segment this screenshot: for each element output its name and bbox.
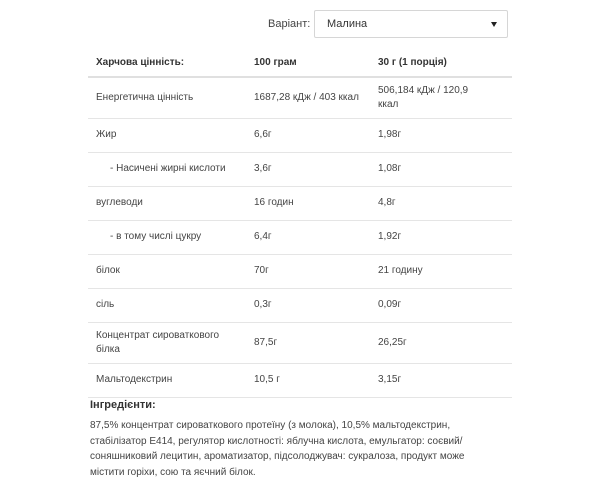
row-name: - Насичені жирні кислоти — [88, 152, 246, 186]
row-per-100g: 3,6г — [246, 152, 370, 186]
table-row — [88, 254, 512, 288]
row-per-serving: 0,09г — [370, 288, 512, 322]
row-per-serving: 4,8г — [370, 186, 512, 220]
row-name: - в тому числі цукру — [88, 220, 246, 254]
row-per-serving: 1,98г — [370, 118, 512, 152]
row-per-100g: 1687,28 кДж / 403 ккал — [254, 91, 359, 103]
table-row — [88, 220, 512, 254]
table-row — [88, 288, 512, 322]
row-per-100g: 6,6г — [246, 118, 370, 152]
caret-down-icon — [491, 22, 497, 27]
table-row — [88, 118, 512, 152]
row-name: Мальтодекстрин — [88, 363, 246, 397]
variant-row — [268, 10, 508, 38]
header-nutrition: Харчова цінність: — [88, 50, 246, 77]
table-row — [88, 363, 512, 397]
header-per-100g: 100 грам — [246, 50, 370, 77]
row-name: Концентрат сироваткового білка — [96, 329, 220, 355]
variant-selected-value: Малина — [327, 18, 368, 30]
row-per-serving: 3,15г — [370, 363, 512, 397]
variant-select[interactable] — [314, 10, 508, 38]
row-per-serving: 506,184 кДж / 120,9 ккал — [378, 84, 469, 110]
row-name: вуглеводи — [88, 186, 246, 220]
row-per-serving: 1,08г — [370, 152, 512, 186]
table-row — [88, 186, 512, 220]
row-per-serving: 1,92г — [370, 220, 512, 254]
row-per-100g: 0,3г — [246, 288, 370, 322]
row-per-100g: 70г — [246, 254, 370, 288]
row-per-serving: 26,25г — [370, 322, 512, 363]
row-per-100g: 87,5г — [246, 322, 370, 363]
header-per-serving: 30 г (1 порція) — [370, 50, 512, 77]
table-header-row — [88, 50, 512, 77]
ingredients-title: Інгредієнти: — [90, 399, 156, 411]
table-row — [88, 152, 512, 186]
row-per-serving: 21 годину — [370, 254, 512, 288]
row-per-100g: 10,5 г — [246, 363, 370, 397]
row-name: Жир — [88, 118, 246, 152]
row-name: Енергетична цінність — [88, 77, 246, 118]
table-row — [88, 322, 512, 363]
ingredients-text: 87,5% концентрат сироваткового протеїну (з молока), 10,5% мальтодекстрин, стабілізатор E414, регулятор кислотності: яблучна кислота, емульгатор: соєвий/соняшниковий лецитин, ароматизатор, підсолоджувач: сукралоза, продукт може містити горіхи, сою та яєчний білок. — [90, 420, 465, 478]
nutrition-table — [88, 50, 512, 398]
table-row — [88, 77, 512, 118]
row-name: сіль — [88, 288, 246, 322]
row-name: білок — [88, 254, 246, 288]
variant-label: Варіант: — [268, 18, 311, 30]
row-per-100g: 16 годин — [246, 186, 370, 220]
row-per-100g: 6,4г — [246, 220, 370, 254]
